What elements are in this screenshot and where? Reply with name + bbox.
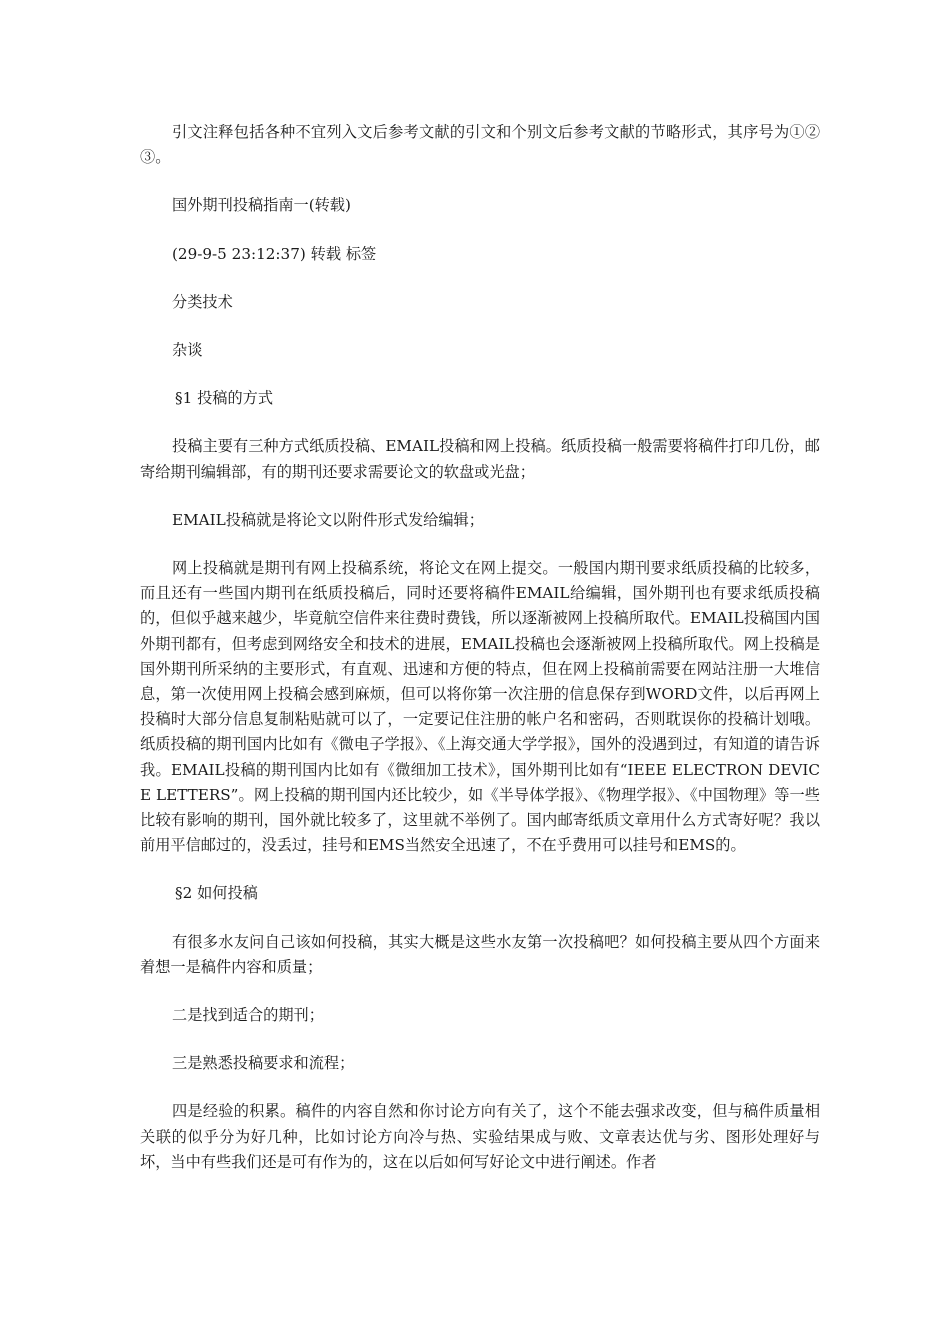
paragraph-point-four: 四是经验的积累。稿件的内容自然和你讨论方向有关了，这个不能去强求改变，但与稿件质量相关联的似乎分为好几种，比如讨论方向冷与热、实验结果成与败、文章表达优与劣、图形处理好与坏，当中有些我们还是可有作为的，这在以后如何写好论文中进行阐述。作者 bbox=[140, 1102, 820, 1171]
paragraph-submission-methods: 投稿主要有三种方式纸质投稿、EMAIL投稿和网上投稿。纸质投稿一般需要将稿件打印几份，邮寄给期刊编辑部，有的期刊还要求需要论文的软盘或光盘； bbox=[140, 437, 820, 481]
article-meta: (29-9-5 23:12:37) 转载 标签 bbox=[172, 244, 377, 263]
paragraph-online-submission: 网上投稿就是期刊有网上投稿系统，将论文在网上提交。一般国内期刊要求纸质投稿的比较多，而且还有一些国内期刊在纸质投稿后，同时还要将稿件EMAIL给编辑，国外期刊也有要求纸质投稿的，但似乎越来越少，毕竟航空信件来往费时费钱，所以逐渐被网上投稿所取代。EMAIL投稿国内国外期刊都有，但考虑到网络安全和技术的进展，EMAIL投稿也会逐渐被网上投稿所取代。网上投稿是国外期刊所采纳的主要形式，有直观、迅速和方便的特点，但在网上投稿前需要在网站注册一大堆信息，第一次使用网上投稿会感到麻烦，但可以将你第一次注册的信息保存到WORD文件，以后再网上投稿时大部分信息复制粘贴就可以了，一定要记住注册的帐户名和密码，否则耽误你的投稿计划哦。纸质投稿的期刊国内比如有《微电子学报》、《上海交通大学学报》，国外的没遇到过，有知道的请告诉我。EMAIL投稿的期刊国内比如有《微细加工技术》，国外期刊比如有“IEEE ELECTRON DEVICE LETTERS”。网上投稿的期刊国内还比较少，如《半导体学报》、《物理学报》、《中国物理》等一些比较有影响的期刊，国外就比较多了，这里就不举例了。国内邮寄纸质文章用什么方式寄好呢？我以前用平信邮过的，没丢过，挂号和EMS当然安全迅速了，不在乎费用可以挂号和EMS的。 bbox=[140, 559, 820, 855]
paragraph-point-two: 二是找到适合的期刊； bbox=[172, 1006, 324, 1025]
paragraph-point-three: 三是熟悉投稿要求和流程； bbox=[172, 1054, 355, 1073]
document-page bbox=[140, 120, 820, 1198]
misc-label: 杂谈 bbox=[172, 341, 203, 360]
section-heading-1: §1 投稿的方式 bbox=[175, 389, 274, 408]
paragraph-how-to-submit: 有很多水友问自己该如何投稿，其实大概是这些水友第一次投稿吧？如何投稿主要从四个方面来着想一是稿件内容和质量； bbox=[140, 932, 820, 976]
article-title: 国外期刊投稿指南一(转载) bbox=[172, 196, 351, 215]
section-heading-2: §2 如何投稿 bbox=[175, 884, 258, 903]
paragraph-email-submission: EMAIL投稿就是将论文以附件形式发给编辑； bbox=[172, 510, 484, 529]
category-label: 分类技术 bbox=[172, 292, 233, 311]
paragraph-citation-note: 引文注释包括各种不宜列入文后参考文献的引文和个别文后参考文献的节略形式，其序号为①②③。 bbox=[140, 123, 820, 167]
